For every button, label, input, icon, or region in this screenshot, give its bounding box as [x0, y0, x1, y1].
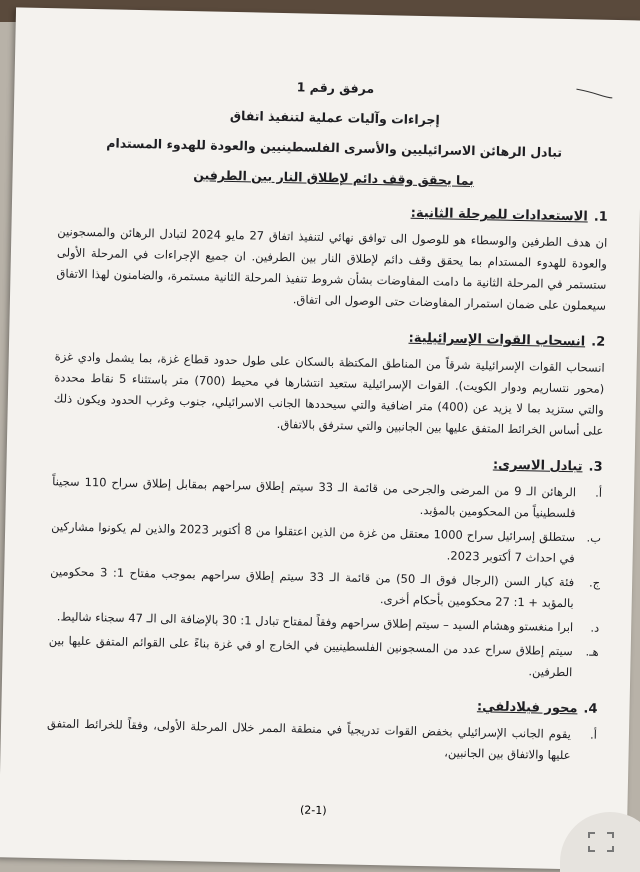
section-paragraph: ان هدف الطرفين والوسطاء هو للوصول الى توافق نهائي لتنفيذ اتفاق 27 مايو 2024 لتبادل الرهائن والمسجونين والعودة للهدوء المستدام بما يحقق وقف دائم لإطلاق النار بين الطرفين. ان جميع الإجراءات في المرحلة الأولى ستستمر في المرحلة الثانية ما دامت المفاوضات بشأن شروط تنفيذ المرحلة الثانية مستمرة، والضامنون لهذا الاتفاق سيعملون على ضمان استمرار المفاوضات حتى الوصول الى اتفاق.	[56, 224, 608, 313]
document-subtitle-2: بما يحقق وقف دائم لإطلاق النار بين الطرفين	[193, 167, 474, 189]
document-content	[46, 74, 610, 769]
list-item: ب. ستطلق إسرائيل سراح 1000 معتقل من غزة من الذين اعتقلوا من 8 أكتوبر 2023 والذين لم يكونوا مشاركين في احداث 7 أكتوبر 2023.	[51, 519, 602, 566]
scan-icon[interactable]	[588, 832, 614, 852]
annex-label: مرفق رقم 1	[296, 79, 375, 96]
list-item: أ. الرهائن الـ 9 من المرضى والجرحى من قائمة الـ 33 سيتم إطلاق سراحهم بمقابل إطلاق سراح 110 سجيناً فلسطينياً من المحكومين بالمؤبد.	[52, 474, 603, 521]
section-heading: 4.محور فيلادلفي:	[476, 699, 598, 717]
list-item: هـ. سيتم إطلاق سراح عدد من المسجونين الفلسطينيين في الخارج او في غزة بناءً على القوائم المتفق عليها بين الطرفين.	[48, 633, 599, 680]
page-number: (2-1)	[299, 803, 327, 818]
section-paragraph: انسحاب القوات الإسرائيلية شرقاً من المناطق المكتظة بالسكان على طول حدود قطاع غزة، بما يشمل وادي غزة (محور نتساريم ودوار الكويت). القوات الإسرائيلية ستعيد انتشارها في محيط (700) متر باستثناء 5 نقاط محددة والتي ستزيد بما لا يزيد عن (400) متر اضافية والتي سيحددها الجانب الاسرائيلي، جنوب وغرب الحدود ويكون ذلك على أساس الخرائط المتفق عليها بين الجانبين والتي سترفق بالاتفاق.	[53, 349, 605, 438]
section-heading: 2.انسحاب القوات الإسرائيلية:	[408, 330, 606, 350]
section-heading: 3.تبادل الاسرى:	[492, 457, 603, 475]
list-item: د. ابرا منغستو وهشام السيد – سيتم إطلاق سراحهم وفقاً لمفتاح تبادل 1: 30 بالإضافة الى الـ 47 سجناء شاليط.	[56, 609, 600, 635]
document-subtitle: تبادل الرهائن الاسرائيليين والأسرى الفلسطينيين والعودة للهدوء المستدام	[106, 135, 563, 160]
list-item: أ. يقوم الجانب الإسرائيلي بخفض القوات تدريجياً في منطقة الممر خلال المرحلة الأولى، وفقاً للخرائط المتفق عليها والاتفاق بين الجانبين،	[46, 716, 598, 763]
document-title: إجراءات وآليات عملية لتنفيذ اتفاق	[229, 107, 440, 128]
section-heading: 1.الاستعدادات للمرحلة الثانية:	[410, 205, 608, 225]
list-item: ج. فئة كبار السن (الرجال فوق الـ 50) من قائمة الـ 33 سيتم إطلاق سراحهم بموجب مفتاح 1: 3 محكومين بالمؤبد + 1: 27 محكومين بأحكام أخرى.	[50, 564, 601, 611]
document-page	[0, 7, 640, 870]
